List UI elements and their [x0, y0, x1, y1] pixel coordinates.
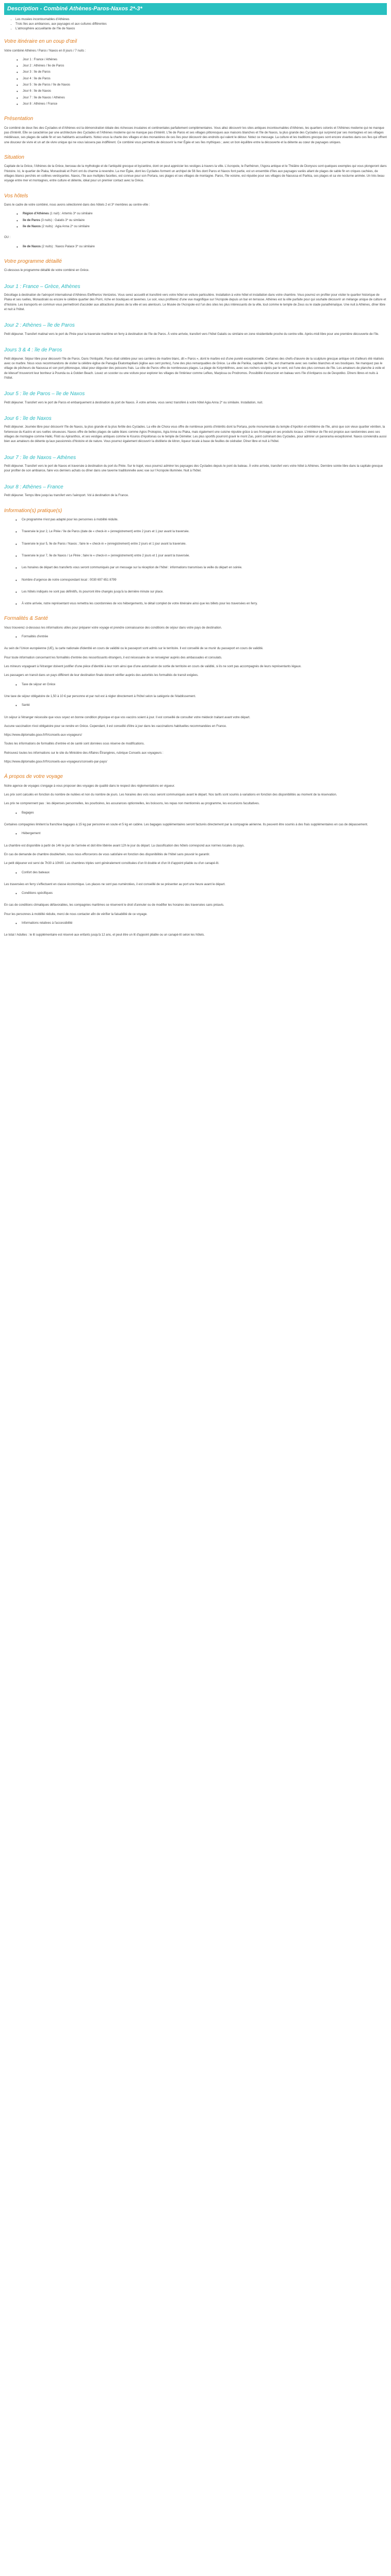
day-title: Jour 8 : Athènes – France — [4, 484, 63, 490]
formalities-text: Les passagers en transit dans un pays différent de leur destination finale doivent vérifier auprès des autorités les formalités de transit exigées. — [4, 674, 199, 677]
highlight-item: • Trois îles aux ambiances, aux paysages et aux cultures différentes — [15, 22, 387, 27]
about-subheading: • Bagages — [15, 811, 387, 816]
day-title: Jour 7 : île de Naxos – Athènes — [4, 454, 76, 461]
about-text: La chambre est disponible à partir de 14h le jour de l'arrivée et doit être libérée avant 12h le jour du départ. La classification des hôtels correspond aux normes locales du pays. — [4, 844, 245, 848]
formalities-text: Retrouvez toutes les informations sur le site du Ministère des Affaires Étrangères, rubrique Conseils aux voyageurs : — [4, 751, 164, 755]
hotels-heading: Vos hôtels — [4, 193, 28, 199]
useful-info-heading: Information(s) pratique(s) — [4, 507, 62, 514]
itinerary-day: • Jour 1 : France / Athènes — [17, 58, 387, 62]
day-title: Jour 1 : France – Grèce, Athènes — [4, 283, 80, 290]
about-subheading: • Confort des bateaux — [15, 871, 387, 875]
day-text: Décollage à destination de l'aéroport international d'Athènes Eleftherios Venizelos. Vous serez accueilli et transféré vers votre hôtel en voiture particulière. Installation à votre hôtel et installation dans votre chambre. Vous pourrez en profiter pour visiter le quartier historique de Plaka et ses ruelles, Monastiraki ou encore le célèbre quartier des Psirri, riche en boutiques et tavernes. Le soir, vous profiterez d'une vue magnifique sur l'Acropole depuis un bar en terrasse. Athènes est la ville parfaite pour qui souhaite découvrir un mélange unique de culture et d'histoire. Les transports en commun vous permettront d'accéder aux attractions phares de la ville et ses alentours. Le Musée de l'Acropole est l'un des sites les plus intéressants de la ville, tout comme le temple de Zeus ou le stade panathénaïque. Une nuit à Athènes, dîner libre et nuit à l'hôtel. — [4, 294, 386, 312]
program-intro: Ci-dessous le programme détaillé de votre combiné en Grèce. — [4, 269, 90, 273]
hotel-detail: (2 nuits) : Naxos Palace 3* ou similaire — [41, 245, 95, 248]
situation-text: Capitale de la Grèce, l'Athènes de la Grèce, berceau de la mythologie et de l'antiquité grecque et byzantine, dont on peut apprécier les vestiges à travers la ville. L'Acropole, le Parthénon, l'Agora antique et le Théâtre de Dionysos sont quelques exemples qui vous plongeront dans l'histoire. Ici, le quartier de Plaka, Monastiraki et Psirri ont du charme à revendre. La mer Égée, dont les Cyclades forment un archipel de 56 îles dont Paros et Naxos font partie, est un ensemble d'îles aux paysages variés allant de plages de sable fin en criques cachées, de villages blancs perchés en collines verdoyantes. Naxos, l'île aux multiples facettes, est connue pour son Portara, ses plages et ses villages de montagne. Paros, l'île voisine, est réputée pour ses villages de Naoussa et Parikia, ses plages et sa vie nocturne animée. Un très beau voyage entre mer et montagnes, entre culture et détente, idéal pour un premier contact avec la Grèce. — [4, 165, 387, 183]
hotel-region: île de Naxos — [23, 245, 41, 248]
about-text: En cas de conditions climatiques défavorables, les compagnies maritimes se réservent le droit d'annuler ou de modifier les horaires des traversées sans préavis. — [4, 904, 224, 907]
formalities-subheading: • Formalités d'entrée — [15, 635, 387, 639]
info-item: • Les hôtels indiqués ne sont pas définitifs, ils pourront être changés jusqu'à la dernière minute sur place. — [15, 590, 387, 595]
hotel-item — [17, 212, 387, 216]
presentation-heading: Présentation — [4, 116, 34, 122]
formalities-subheading: • Taxe de séjour en Grèce — [15, 683, 387, 687]
itinerary-heading: Votre itinéraire en un coup d'œil — [4, 39, 77, 45]
formalities-tax-list — [15, 683, 387, 687]
day-title: Jours 3 & 4 : île de Paros — [4, 347, 62, 353]
highlights-list — [15, 18, 387, 31]
presentation-text: Ce combiné de deux îles des Cyclades et d'Athènes est la démonstration idéale des richesses insulaires et continentales parfaitement complémentaires. Vous allez découvrir les sites antiques incontournables d'Athènes, les quartiers colorés et l'Athènes moderne qui ne manque pas d'intérêt. Elle se caractérise par une architecture des Cyclades et l'Athènes moderne qui ne manque pas d'intérêt. L'île de Paros et ses villages pittoresques aux maisons blanches et l'île de Naxos, la plus grande des Cyclades qui surprend par ses montagnes et ses villages médiévaux, ses plages de sable fin et ses habitants accueillants. Notez-vous la charte des villages et des monastères de ces îles pour découvrir des endroits qui valent le détour. Notez ce message. La culture et les traditions grecques sont encore vivantes dans ces îles qui offrent une douceur de vivre et un art de vivre unique qui ne vous laissera pas indifférent. Ce combiné vous permettra de découvrir la mer Égée et ses îles mythiques ; avec un bon équilibre entre la découverte et la détente au cœur de paysages uniques. — [4, 126, 387, 144]
day-text: Petit déjeuner. Séjour libre pour découvrir l'île de Paros. Dans l'Antiquité, Paros était célèbre pour ses carrières de marbre blanc, dit « Paros », dont le marbre est d'une pureté exceptionnelle. Certaines des chefs-d'œuvre de la sculpture grecque antique ont d'ailleurs été réalisés avec ce marbre. Nous vous recommandons de visiter la célèbre église de Panagia Ekatontapiliani (église aux cent portes), l'une des plus remarquables de Grèce. La ville de Parikia, capitale de l'île, est charmante avec ses ruelles blanches et ses boutiques. Ne manquez pas le village de pêcheurs de Naoussa et son port pittoresque, idéal pour déguster des poissons frais. La côte de Paros offre de nombreuses plages. La plage de Kolymbithres, avec ses rochers sculptés par le vent, est l'une des plus connues de l'île. Les amateurs de planche à voile et de kitesurf trouveront leur bonheur à Pounda ou à Golden Beach. Louez un scooter ou une voiture pour explorer les villages de l'intérieur comme Lefkes, Marpissa ou Prodromos. Possibilité d'excursion en bateau vers l'île d'Antiparos ou de Despotiko. Dîners libres et nuits à l'hôtel. — [4, 357, 385, 380]
info-item: • Traversée le jour 5, île de Paros / Naxos ; faire le « check-in » (enregistrement) entre 2 jours et 1 jour avant la traversée. — [15, 542, 387, 547]
hotel-detail: (1 nuit) : Artemis 3* ou similaire — [50, 212, 93, 216]
about-intro: Notre agence de voyages s'engage à vous proposer des voyages de qualité dans le respect des réglementations en vigueur. — [4, 784, 175, 788]
itinerary-day: • Jour 6 : île de Naxos — [17, 89, 387, 94]
formalities-intro: Vous trouverez ci-dessous les informations utiles pour préparer votre voyage et prendre connaissance des conditions de séjour dans votre pays de destination. — [4, 626, 222, 630]
about-text: Pour les personnes à mobilité réduite, merci de nous contacter afin de vérifier la faisabilité de ce voyage. — [4, 912, 148, 916]
about-text: Le petit déjeuner est servi de 7h30 à 10h00. Les chambres triples sont généralement constituées d'un lit double et d'un lit d'appoint pliable ou d'un canapé-lit. — [4, 862, 219, 866]
itinerary-day: • Jour 8 : Athènes / France — [17, 102, 387, 107]
about-text: En cas de demande de chambre double/twin, nous nous efforcerons de vous satisfaire en fonction des disponibilités de l'hôtel sans pouvoir le garantir. — [4, 853, 210, 856]
day-text: Petit déjeuner. Transfert matinal vers le port du Pirée pour la traversée maritime en ferry à destination de l'île de Paros. À votre arrivée, transfert vers l'hôtel Galatis ou similaire en zone résidentielle proche du centre-ville. Après-midi libre pour une première découverte de l'île. — [4, 332, 379, 336]
formalities-text: Au sein de l'Union européenne (UE), la carte nationale d'identité en cours de validité ou le passeport sont admis sur le territoire. Il est conseillé de se munir du passeport en cours de validité. — [4, 647, 264, 651]
formalities-text: Un séjour à l'étranger nécessite que vous soyez en bonne condition physique et que vos vaccins soient à jour. Il est conseillé de consulter votre médecin traitant avant votre départ. — [4, 716, 251, 719]
about-accessibility-list — [15, 921, 387, 926]
itinerary-intro: Votre combiné Athènes / Paros / Naxos en 8 jours / 7 nuits : — [4, 49, 86, 53]
day-title: Jour 6 : île de Naxos — [4, 415, 52, 421]
hotel-region: île de Paros — [23, 218, 40, 222]
formalities-text: Aucune vaccination n'est obligatoire pour se rendre en Grèce. Cependant, il est conseillé d'être à jour dans les vaccinations habituelles recommandées en France. — [4, 724, 227, 728]
formalities-heading: Formalités & Santé — [4, 616, 48, 622]
formalities-text: Toutes les informations de formalités d'entrée et de santé sont données sous réserve de modifications. — [4, 742, 145, 746]
page-title: Description - Combiné Athènes-Paros-Naxos 2*-3* — [4, 3, 387, 15]
itinerary-day: • Jour 3 : île de Paros — [17, 70, 387, 75]
itinerary-day: • Jour 7 : île de Naxos / Athènes — [17, 96, 387, 100]
about-subheading: • Hébergement — [15, 832, 387, 836]
hotel-region: île de Naxos — [23, 225, 41, 228]
formalities-text: Une taxe de séjour obligatoire de 1,50 à 10 € par personne et par nuit est à régler directement à l'hôtel selon la catégorie de l'établissement. — [4, 694, 196, 698]
formalities-link[interactable]: https://www.diplomatie.gouv.fr/fr/conseils-aux-voyageurs/ — [4, 734, 82, 737]
hotel-detail: (2 nuits) : Agia Anna 2* ou similaire — [41, 225, 90, 228]
about-heading: À propos de votre voyage — [4, 774, 63, 780]
day-title: Jour 2 : Athènes – île de Paros — [4, 323, 75, 329]
about-text: Les traversées en ferry s'effectuent en classe économique. Les places ne sont pas numérotées, il est conseillé de se présenter au port une heure avant le départ. — [4, 883, 225, 886]
about-lodging-list — [15, 832, 387, 836]
hotels-or-label: OU : — [4, 236, 11, 240]
about-text: Le total / Adultes : le lit supplémentaire est réservé aux enfants jusqu'à 12 ans, et peut être un lit d'appoint pliable ou un canapé-lit selon les hôtels. — [4, 934, 205, 937]
formalities-subheading: • Santé — [15, 703, 387, 708]
about-text: Certaines compagnies limitent la franchise bagages à 15 kg par personne en soute et 5 kg en cabine. Les bagages supplémentaires seront facturés directement par la compagnie aérienne. Ils peuvent être soumis à des frais supplémentaires en cas de dépassement. — [4, 823, 368, 827]
hotel-item — [17, 218, 387, 223]
about-conditions-list — [15, 891, 387, 896]
about-text: Les prix ne comprennent pas : les dépenses personnelles, les pourboires, les assurances optionnelles, les boissons, les repas non mentionnés au programme, les excursions facultatives. — [4, 802, 260, 806]
hotel-item — [17, 245, 387, 249]
day-text: Petit déjeuner. Journée libre pour découvrir l'île de Naxos, la plus grande et la plus fertile des Cyclades. La ville de Chora vous offre de nombreux points d'intérêts dont la Portara, porte monumentale du temple d'Apollon et emblème de l'île, ainsi que son vieux quartier vénitien, la forteresse du Kastro et ses ruelles sinueuses. Naxos offre de belles plages de sable blanc comme Agios Prokopios, Agia Anna ou Plaka, mais également une cuisine réputée grâce à ses fromages et ses produits locaux. L'intérieur de l'île est propice aux randonnées avec ses villages de montagne comme Halki, Filoti ou Apiranthos, et ses vestiges antiques comme le Kouros d'Apollonas ou le temple de Déméter. Les plus sportifs pourront gravir le mont Zas, point culminant des Cyclades, pour admirer un panorama exceptionnel. Naxos conviendra aussi bien aux amateurs de détente qu'aux passionnés d'histoire et de nature. Vous pourrez également découvrir la distillerie de kitron, liqueur locale à base de feuilles de cédratier. Dîner libre et nuit à l'hôtel. — [4, 426, 387, 444]
formalities-link[interactable]: https://www.diplomatie.gouv.fr/fr/conseils-aux-voyageurs/conseils-par-pays/ — [4, 760, 107, 764]
info-item: • Traversée le jour 7, île de Naxos / Le Pirée ; faire le « check-in » (enregistrement) entre 2 jours et 1 jour avant la traversée. — [15, 554, 387, 558]
formalities-text: Les mineurs voyageant à l'étranger doivent justifier d'une pièce d'identité à leur nom ainsi que d'une autorisation de sortie de territoire en cours de validité, si ils ne sont pas accompagnés de leurs représentants légaux. — [4, 665, 302, 669]
formalities-entry-list — [15, 635, 387, 639]
about-subheading: • Conditions spécifiques — [15, 891, 387, 896]
about-subheading: • Informations relatives à l'accessibilité — [15, 921, 387, 926]
hotel-region: Région d'Athènes — [23, 212, 49, 216]
itinerary-list — [17, 58, 387, 107]
itinerary-day: • Jour 5 : île de Paros / île de Naxos — [17, 83, 387, 88]
day-title: Jour 5 : île de Paros – île de Naxos — [4, 391, 85, 397]
about-luggage-list — [15, 811, 387, 816]
info-item: • Traversée le jour 2, Le Pirée / île de Paros (date de « check-in » (enregistrement) entre 2 jours et 1 jour avant la traversée. — [15, 530, 387, 534]
itinerary-day: • Jour 4 : île de Paros — [17, 77, 387, 81]
about-boats-list — [15, 871, 387, 875]
hotel-item — [17, 225, 387, 229]
about-text: Les prix sont calculés en fonction du nombre de nuitées et non du nombre de jours. Les horaires des vols vous seront communiqués avant le départ. Nos tarifs sont soumis à variations en fonction des disponibilités au moment de la réservation. — [4, 793, 337, 797]
hotels-intro: Dans le cadre de votre combiné, nous avons sélectionné dans des hôtels 2 et 3* membres au centre-ville : — [4, 204, 150, 207]
day-text: Petit déjeuner. Transfert vers le port de Naxos et traversée à destination du port du Pirée. Sur le trajet, vous pourrez admirer les paysages des Cyclades depuis le pont du bateau. À votre arrivée, transfert vers votre hôtel à Athènes. Dernière soirée libre dans la capitale grecque pour profiter de son ambiance, faire vos derniers achats ou dîner dans une taverne traditionnelle avec vue sur l'Acropole illuminée. Nuit à l'hôtel. — [4, 465, 383, 473]
situation-heading: Situation — [4, 154, 24, 160]
info-item: • Nombre d'urgence de notre correspondant local : 0030 697 651 8799 — [15, 578, 387, 583]
day-text: Petit déjeuner. Temps libre jusqu'au transfert vers l'aéroport. Vol à destination de la France. — [4, 494, 129, 498]
day-text: Petit déjeuner. Transfert vers le port de Paros et embarquement à destination du port de Naxos. À votre arrivée, vous serez transféré à votre hôtel Agia Anna 2* ou similaire. Installation, nuit. — [4, 401, 263, 404]
formalities-text: Pour toute information concernant les formalités d'entrée des ressortissants étrangers, il est nécessaire de se renseigner auprès des ambassades et consulats. — [4, 656, 222, 659]
info-item: • Les horaires de départ des transferts vous seront communiqués par un message sur la réception de l'hôtel : informations transmises la veille du départ en soirée. — [15, 566, 387, 570]
highlight-item: • Les musées incontournables d'Athènes — [15, 18, 387, 22]
page-content — [0, 0, 391, 947]
program-heading: Votre programme détaillé — [4, 258, 62, 264]
highlight-item: • L'atmosphère accueillante de l'île de Naxos — [15, 27, 387, 31]
info-item: • À votre arrivée, notre représentant vous remettra les coordonnées de vos hébergements, le détail complet de votre itinéraire ainsi que les billets pour les traversées en ferry. — [15, 602, 387, 606]
hotel-detail: (3 nuits) : Galatis 3* ou similaire — [41, 218, 85, 222]
itinerary-day: • Jour 2 : Athènes / île de Paros — [17, 64, 387, 69]
formalities-health-list — [15, 703, 387, 708]
hotels-list — [17, 212, 387, 229]
info-item: • Ce programme n'est pas adapté pour les personnes à mobilité réduite. — [15, 518, 387, 522]
useful-info-list — [15, 518, 387, 606]
hotels-alt-list — [17, 245, 387, 249]
